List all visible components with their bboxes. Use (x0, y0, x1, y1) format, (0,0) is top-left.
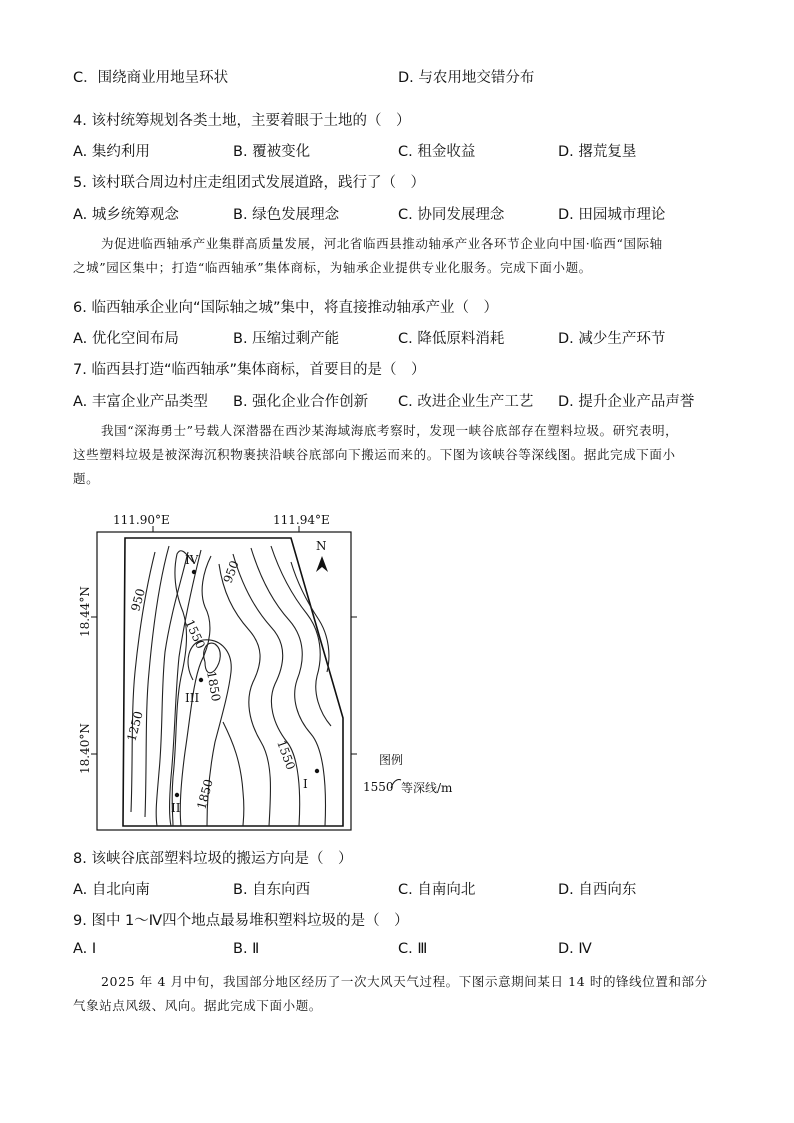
contour-closed-small (204, 643, 221, 673)
map-legend (363, 752, 453, 795)
contour-east-4 (291, 562, 329, 672)
q7-option-b: B. 强化企业合作创新 (233, 394, 369, 410)
q7-option-d: D. 提升企业产品声誉 (558, 394, 695, 410)
legend-contour-value: 1550 (363, 780, 394, 794)
q6-option-d: D. 减少生产环节 (558, 331, 666, 347)
q5-stem: 5. 该村联合周边村庄走组团式发展道路，践行了（ ） (73, 175, 425, 191)
contour-label-950-west: 950 (128, 587, 148, 613)
point-i-marker (315, 769, 319, 773)
passage2-line2: 这些塑料垃圾是被深海沉积物裹挟沿峡谷底部向下搬运而来的。下图为该峡谷等深线图。据此完成下面小 (73, 447, 676, 462)
point-ii-label: II (171, 801, 181, 815)
q7-option-a: A. 丰富企业产品类型 (73, 394, 208, 410)
contour-label-1850-south: 1850 (194, 777, 216, 811)
point-iii-marker (199, 678, 203, 682)
passage-bearing-industry (73, 232, 733, 280)
contour-east-2 (251, 548, 325, 826)
survey-points (171, 553, 319, 815)
contour-label-1550-north: 1550 (182, 617, 208, 651)
contour-west-2 (170, 550, 202, 826)
contour-label-1550-south: 1550 (274, 738, 298, 772)
point-iii-label: III (185, 691, 200, 705)
point-iv-marker (192, 570, 196, 574)
q7-option-c: C. 改进企业生产工艺 (398, 394, 534, 410)
contour-west-4 (145, 546, 169, 817)
point-iv-label: IV (185, 553, 199, 567)
lat-label-bottom: 18.40°N (78, 723, 92, 774)
contour-label-1250: 1250 (124, 709, 146, 743)
q8-option-d: D. 自西向东 (558, 882, 637, 898)
q8-option-a: A. 自北向南 (73, 882, 150, 898)
passage3-line1: 2025 年 4 月中旬，我国部分地区经历了一次大风天气过程。下图示意期间某日 14 时的锋线位置和部分 (101, 974, 708, 989)
q4-option-a: A. 集约利用 (73, 144, 150, 160)
q5-option-b: B. 绿色发展理念 (233, 207, 340, 223)
passage-wind-weather (73, 970, 733, 1018)
legend-title: 图例 (379, 753, 404, 767)
q6-option-b: B. 压缩过剩产能 (233, 331, 340, 347)
canyon-contour-map (73, 512, 473, 837)
north-arrow-icon (316, 539, 328, 572)
passage1-line2: 之城”园区集中；打造“临西轴承”集体商标，为轴承企业提供专业化服务。完成下面小题。 (73, 260, 592, 275)
contour-south-mid (223, 722, 244, 826)
q6-option-c: C. 降低原料消耗 (398, 331, 505, 347)
north-label: N (316, 539, 327, 553)
lon-label-left: 111.90°E (113, 513, 170, 527)
q6-stem: 6. 临西轴承企业向“国际轴之城”集中，将直接推动轴承产业（ ） (73, 300, 498, 316)
q3-option-c: C．围绕商业用地呈环状 (73, 70, 229, 86)
q9-stem: 9. 图中 1～Ⅳ四个地点最易堆积塑料垃圾的是（ ） (73, 913, 409, 929)
passage1-line1: 为促进临西轴承产业集群高质量发展，河北省临西县推动轴承产业各环节企业向中国·临西“国际轴 (101, 236, 663, 251)
q9-option-b: B. Ⅱ (233, 941, 260, 957)
contour-canyon-inner (172, 551, 193, 826)
contour-east-1 (233, 554, 300, 826)
point-ii-marker (175, 793, 179, 797)
q4-option-c: C. 租金收益 (398, 144, 476, 160)
passage3-line2: 气象站点风级、风向。据此完成下面小题。 (73, 998, 322, 1013)
passage2-line1: 我国“深海勇士”号载人深潜器在西沙某海域海底考察时，发现一峡谷底部存在塑料垃圾。研究表明， (101, 423, 679, 438)
q5-option-c: C. 协同发展理念 (398, 207, 505, 223)
lon-label-right: 111.94°E (273, 513, 330, 527)
q7-stem: 7. 临西县打造“临西轴承”集体商标，首要目的是（ ） (73, 362, 426, 378)
q6-option-a: A. 优化空间布局 (73, 331, 179, 347)
contour-label-950-east: 950 (220, 558, 242, 586)
q8-stem: 8. 该峡谷底部塑料垃圾的搬运方向是（ ） (73, 851, 353, 867)
passage-deep-sea (73, 419, 733, 491)
q9-option-d: D. Ⅳ (558, 941, 592, 957)
q4-option-b: B. 覆被变化 (233, 144, 311, 160)
lat-label-top: 18.44°N (78, 586, 92, 637)
q3-option-d: D. 与农用地交错分布 (398, 70, 535, 86)
north-arrow-head (316, 556, 328, 572)
passage2-line3: 题。 (73, 471, 100, 486)
q4-stem: 4. 该村统筹规划各类土地，主要着眼于土地的（ ） (73, 113, 411, 129)
legend-contour-text: 等深线/m (401, 781, 453, 795)
q5-option-a: A. 城乡统筹观念 (73, 207, 179, 223)
q8-option-c: C. 自南向北 (398, 882, 476, 898)
q4-option-d: D. 撂荒复垦 (558, 144, 637, 160)
contour-lines (131, 546, 331, 826)
q9-option-c: C. Ⅲ (398, 941, 428, 957)
q5-option-d: D. 田园城市理论 (558, 207, 666, 223)
q8-option-b: B. 自东向西 (233, 882, 311, 898)
contour-label-1850-north: 1850 (204, 670, 224, 703)
point-i-label: I (303, 777, 308, 791)
q9-option-a: A. I (73, 941, 97, 957)
